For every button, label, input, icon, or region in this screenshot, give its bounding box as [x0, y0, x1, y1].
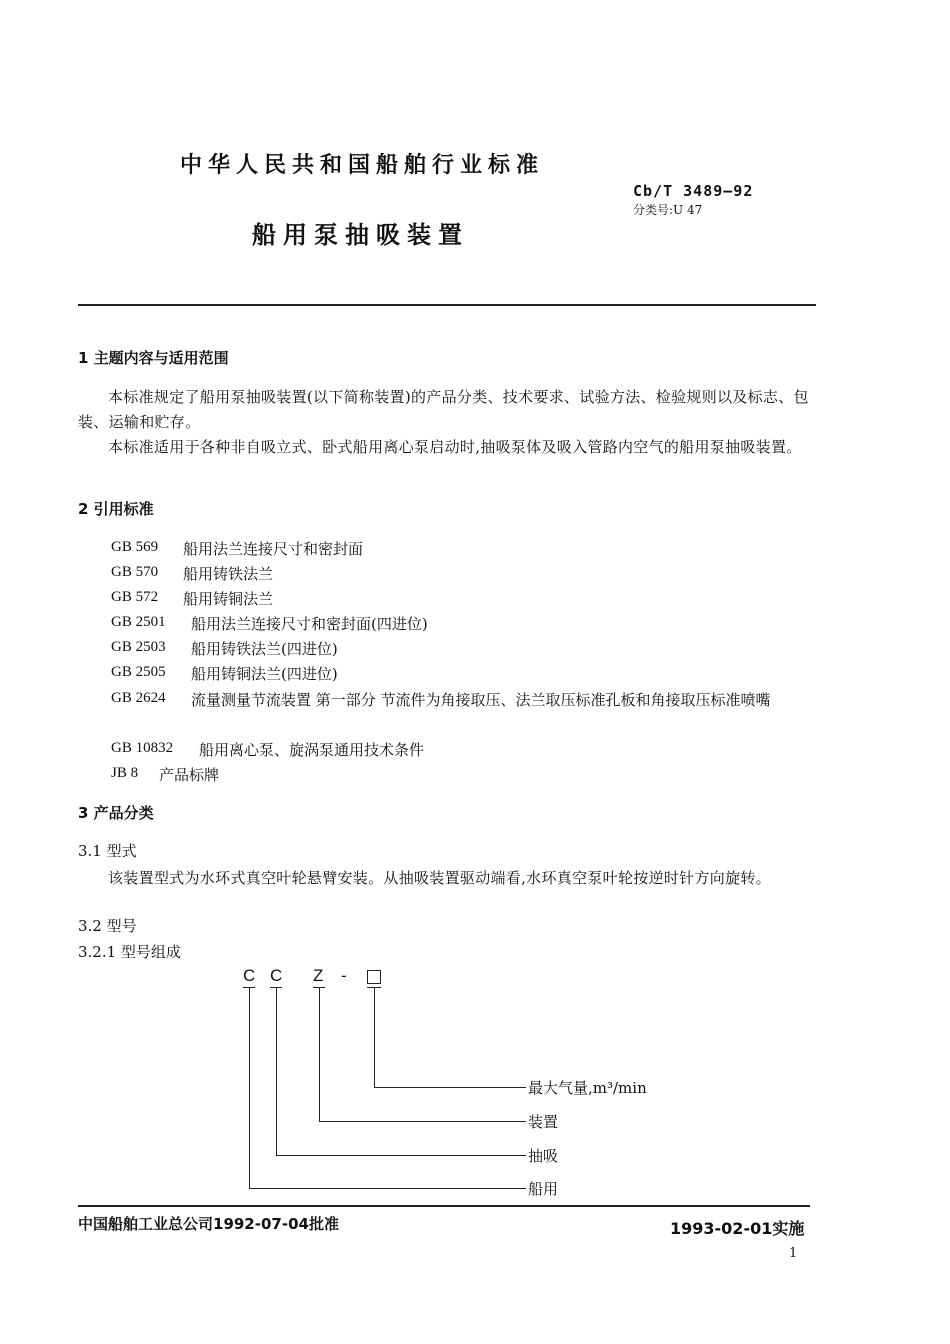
reference-item: [111, 562, 274, 583]
section1-heading: 1 主题内容与适用范围: [78, 349, 229, 367]
footer-divider: [78, 1205, 810, 1207]
leader-box-vertical: [374, 988, 375, 1087]
reference-code: GB 2505: [111, 664, 166, 680]
reference-item: [111, 662, 338, 683]
label-marine: 船用: [528, 1180, 559, 1198]
section1-paragraph: 本标准规定了船用泵抽吸装置(以下简称装置)的产品分类、技术要求、试验方法、检验规则以及标志、包装、运输和贮存。: [78, 388, 809, 431]
reference-item: [111, 587, 274, 608]
model-placeholder-box: [367, 970, 381, 984]
effective-date: 1993-02-01实施: [670, 1219, 805, 1238]
model-letter-c2: C: [270, 966, 283, 985]
leader-box-horizontal: [374, 1087, 526, 1088]
reference-code: GB 2624: [111, 690, 166, 706]
reference-item: [111, 763, 220, 784]
reference-code: GB 2501: [111, 614, 166, 630]
leader-z-vertical: [319, 988, 320, 1121]
header-divider: [78, 304, 816, 306]
leader-z-horizontal: [319, 1121, 526, 1122]
reference-item: [111, 637, 338, 658]
subsection-3-2-heading: 3.2 型号: [78, 917, 137, 935]
reference-title: 船用铸铁法兰: [183, 565, 274, 583]
reference-item: [111, 537, 364, 558]
classification-code: 分类号:U 47: [633, 203, 703, 217]
reference-code: GB 2503: [111, 639, 166, 655]
leader-c1-vertical: [249, 988, 250, 1188]
reference-code: GB 10832: [111, 740, 174, 756]
model-letter-z: Z: [313, 966, 324, 985]
page-number: 1: [789, 1246, 798, 1261]
reference-title: 船用法兰连接尺寸和密封面(四进位): [191, 615, 428, 633]
reference-title: 船用铸铜法兰(四进位): [191, 665, 338, 683]
section2-heading: 2 引用标准: [78, 500, 154, 518]
reference-code: GB 569: [111, 539, 159, 555]
document-title: 船用泵抽吸装置: [252, 221, 469, 249]
standard-code: Cb/T 3489—92: [633, 182, 754, 200]
reference-title: 船用法兰连接尺寸和密封面: [183, 540, 364, 558]
subsection-3-2-1-heading: 3.2.1 型号组成: [78, 943, 181, 961]
leader-c2-horizontal: [276, 1155, 526, 1156]
reference-code: JB 8: [111, 765, 139, 781]
label-device: 装置: [528, 1113, 559, 1131]
section1-paragraph: 本标准适用于各种非自吸立式、卧式船用离心泵启动时,抽吸泵体及吸入管路内空气的船用泵抽吸装置。: [108, 438, 802, 456]
leader-c2-vertical: [276, 988, 277, 1155]
reference-code: GB 572: [111, 589, 159, 605]
model-dash: -: [341, 966, 347, 985]
reference-item: [111, 688, 771, 709]
reference-title: 船用铸铜法兰: [183, 590, 274, 608]
standard-title: 中华人民共和国船舶行业标准: [180, 153, 545, 178]
reference-title: 产品标牌: [159, 766, 220, 784]
subsection-3-1-text: 该装置型式为水环式真空叶轮悬臂安装。从抽吸装置驱动端看,水环真空泵叶轮按逆时针方向旋转。: [108, 869, 771, 887]
label-max-airflow: 最大气量,m³/min: [528, 1079, 647, 1097]
reference-code: GB 570: [111, 564, 159, 580]
label-suction: 抽吸: [528, 1147, 559, 1165]
reference-title: 流量测量节流装置 第一部分 节流件为角接取压、法兰取压标准孔板和角接取压标准喷嘴: [191, 691, 771, 709]
subsection-3-1-heading: 3.1 型式: [78, 842, 137, 860]
leader-c1-horizontal: [249, 1188, 526, 1189]
reference-title: 船用离心泵、旋涡泵通用技术条件: [199, 741, 425, 759]
model-letter-c1: C: [243, 966, 256, 985]
section3-heading: 3 产品分类: [78, 804, 154, 822]
approval-line: 中国船舶工业总公司1992-07-04批准: [78, 1215, 339, 1233]
reference-item: [111, 738, 425, 759]
reference-item: [111, 612, 428, 633]
reference-title: 船用铸铁法兰(四进位): [191, 640, 338, 658]
